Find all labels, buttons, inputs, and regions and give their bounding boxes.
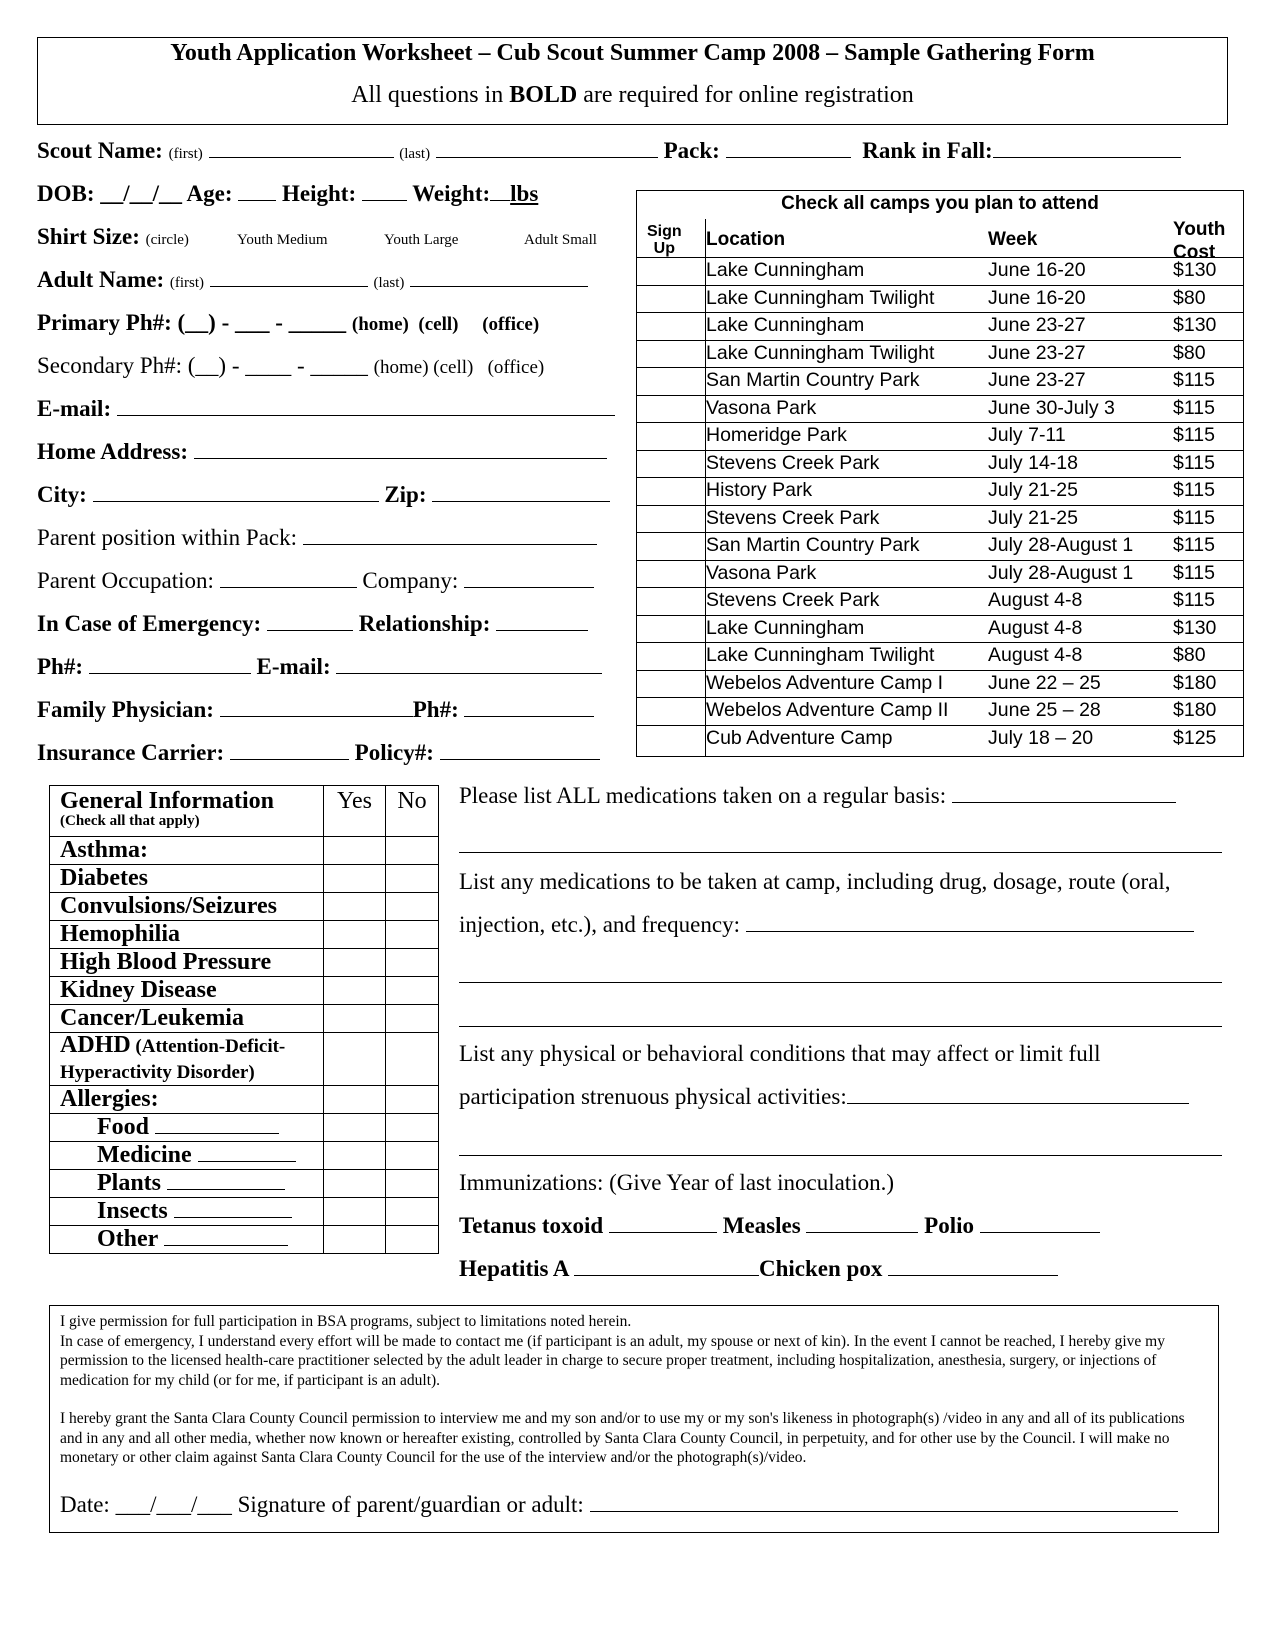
age-label: Age: bbox=[186, 181, 233, 206]
camp-cost: $80 bbox=[1173, 341, 1206, 364]
food-allergy-label bbox=[50, 1114, 324, 1142]
adhd-note-2: Hyperactivity Disorder) bbox=[60, 1062, 255, 1083]
scout-last-name-field[interactable] bbox=[436, 138, 658, 158]
camp-location: Vasona Park bbox=[706, 561, 817, 584]
table-row bbox=[637, 505, 1243, 532]
camp-cost: $115 bbox=[1173, 561, 1215, 584]
camp-location: Vasona Park bbox=[706, 396, 817, 419]
age-field[interactable] bbox=[238, 181, 276, 201]
signature-label: Signature of parent/guardian or adult: bbox=[237, 1492, 584, 1517]
shirt-size-label: Shirt Size: bbox=[37, 224, 140, 249]
meds-camp-label-2: injection, etc.), and frequency: bbox=[459, 912, 740, 937]
camp-cost: $130 bbox=[1173, 314, 1217, 336]
table-row bbox=[50, 1114, 439, 1142]
camp-week: June 25 – 28 bbox=[988, 699, 1101, 721]
meds-camp-line-3[interactable] bbox=[459, 1026, 1222, 1027]
height-field[interactable] bbox=[362, 181, 407, 201]
secondary-phone-label: Secondary Ph#: bbox=[37, 353, 183, 378]
table-row bbox=[50, 1086, 439, 1114]
meds-camp-field[interactable] bbox=[746, 912, 1194, 932]
camp-cost: $115 bbox=[1173, 451, 1215, 474]
other-allergy-label bbox=[50, 1226, 324, 1254]
pack-label: Pack: bbox=[663, 138, 720, 163]
signature-field[interactable] bbox=[590, 1492, 1178, 1512]
table-row bbox=[637, 532, 1243, 559]
table-row bbox=[637, 477, 1243, 504]
meds-camp-row bbox=[459, 912, 1194, 938]
table-row bbox=[637, 340, 1243, 367]
shirt-option-youth-large[interactable]: Youth Large bbox=[384, 232, 459, 248]
camp-cost: $115 bbox=[1173, 479, 1215, 501]
email-label: E-mail: bbox=[37, 396, 112, 421]
measles-field[interactable] bbox=[806, 1213, 918, 1233]
hbp-no-checkbox[interactable] bbox=[386, 949, 439, 977]
table-row bbox=[637, 367, 1243, 394]
emergency-phone-field[interactable] bbox=[89, 654, 251, 674]
camp-cost: $130 bbox=[1173, 259, 1217, 281]
camp-week: June 23-27 bbox=[988, 341, 1086, 364]
plants-allergy-label bbox=[50, 1170, 324, 1198]
occupation-row bbox=[37, 568, 594, 594]
diabetes-label: Diabetes bbox=[50, 865, 324, 893]
plants-allergy-field[interactable] bbox=[167, 1171, 285, 1190]
table-row bbox=[637, 422, 1243, 449]
camp-cost: $80 bbox=[1173, 644, 1206, 666]
allergies-no-checkbox[interactable] bbox=[386, 1086, 439, 1114]
dob-label: DOB: bbox=[37, 181, 95, 206]
city-zip-row bbox=[37, 482, 610, 508]
insurance-row bbox=[37, 740, 600, 766]
sign-up-checkbox[interactable] bbox=[637, 258, 703, 283]
plants-no-checkbox[interactable] bbox=[386, 1170, 439, 1198]
tetanus-label: Tetanus toxoid bbox=[459, 1213, 604, 1238]
table-row bbox=[637, 697, 1243, 724]
meds-regular-row bbox=[459, 783, 1176, 809]
physician-label: Family Physician: bbox=[37, 697, 214, 722]
camp-cost: $80 bbox=[1173, 286, 1206, 309]
parent-position-label: Parent position within Pack: bbox=[37, 525, 298, 550]
physician-row bbox=[37, 697, 594, 723]
table-row bbox=[50, 977, 439, 1005]
up-header-text: Up bbox=[653, 240, 675, 257]
camp-week: June 22 – 25 bbox=[988, 671, 1101, 694]
youth-header-text: Youth bbox=[1173, 219, 1226, 240]
other-text: Other bbox=[97, 1226, 158, 1252]
kidney-disease-label: Kidney Disease bbox=[50, 977, 324, 1005]
polio-label: Polio bbox=[924, 1213, 974, 1238]
table-row bbox=[637, 395, 1243, 422]
sign-up-checkbox[interactable] bbox=[637, 671, 703, 696]
physician-phone-label: Ph#: bbox=[412, 697, 459, 722]
adult-name-row bbox=[37, 267, 588, 293]
food-yes-checkbox[interactable] bbox=[324, 1114, 386, 1142]
meds-regular-field[interactable] bbox=[952, 783, 1176, 803]
home-address-row bbox=[37, 439, 607, 465]
email-row bbox=[37, 396, 615, 422]
weight-field[interactable] bbox=[490, 181, 510, 201]
circle-note: (circle) bbox=[145, 232, 189, 248]
consent-paragraph-2: In case of emergency, I understand every effort will be made to contact me (if participant is an adult, my spouse or next of kin). In the event I cannot be reached, I hereby give my permission to the licensed health-care practitioner selected by the adult leader in charge to secure proper treatment, including hospitalization, anesthesia, surgery, or injections of medication for my child (or for me, if participant is an adult). bbox=[60, 1332, 1165, 1389]
adult-last-name-field[interactable] bbox=[410, 267, 588, 287]
hepatitis-field[interactable] bbox=[574, 1256, 759, 1276]
consent-box bbox=[49, 1305, 1219, 1533]
zip-label: Zip: bbox=[384, 482, 427, 507]
immunizations-label: Immunizations: (Give Year of last inoculation.) bbox=[459, 1170, 895, 1195]
date-label: Date: bbox=[60, 1492, 110, 1517]
parent-position-field[interactable] bbox=[303, 525, 597, 545]
diabetes-no-checkbox[interactable] bbox=[386, 865, 439, 893]
zip-field[interactable] bbox=[432, 482, 610, 502]
cost-header-text: Cost bbox=[1173, 242, 1216, 263]
cancer-no-checkbox[interactable] bbox=[386, 1005, 439, 1033]
meds-camp-label: List any medications to be taken at camp, including drug, dosage, route (oral, bbox=[459, 869, 1171, 894]
camp-week: June 23-27 bbox=[988, 369, 1086, 391]
physician-phone-field[interactable] bbox=[464, 697, 594, 717]
emergency-label: In Case of Emergency: bbox=[37, 611, 262, 636]
polio-field[interactable] bbox=[980, 1213, 1100, 1233]
meds-camp-line-2[interactable] bbox=[459, 982, 1222, 983]
subtitle-text: All questions in bbox=[351, 82, 510, 108]
high-blood-pressure-label: High Blood Pressure bbox=[50, 949, 324, 977]
policy-field[interactable] bbox=[440, 740, 600, 760]
form-subtitle bbox=[38, 82, 1227, 109]
convulsions-no-checkbox[interactable] bbox=[386, 893, 439, 921]
camps-table bbox=[636, 190, 1244, 757]
week-header: Week bbox=[988, 229, 1038, 250]
hemophilia-yes-checkbox[interactable] bbox=[324, 921, 386, 949]
camp-week: July 18 – 20 bbox=[988, 726, 1094, 749]
table-row bbox=[50, 1033, 439, 1086]
home-address-field[interactable] bbox=[194, 439, 607, 459]
scout-first-name-field[interactable] bbox=[209, 138, 394, 158]
parent-occupation-label: Parent Occupation: bbox=[37, 568, 214, 593]
policy-label: Policy#: bbox=[354, 740, 434, 765]
date-field[interactable]: ___/___/___ bbox=[115, 1492, 232, 1517]
camp-location: San Martin Country Park bbox=[706, 369, 920, 391]
secondary-phone-types[interactable]: (home) (cell) (office) bbox=[373, 357, 545, 378]
physician-field[interactable] bbox=[220, 697, 413, 717]
camp-cost: $115 bbox=[1173, 369, 1215, 391]
plants-yes-checkbox[interactable] bbox=[324, 1170, 386, 1198]
camp-location: Stevens Creek Park bbox=[706, 589, 880, 611]
sign-up-checkbox[interactable] bbox=[637, 506, 703, 531]
company-field[interactable] bbox=[464, 568, 594, 588]
primary-phone-label: Primary Ph#: bbox=[37, 310, 172, 335]
dob-field[interactable]: __/__/__ bbox=[100, 181, 183, 206]
sign-header-text: Sign bbox=[647, 223, 682, 240]
emergency-email-field[interactable] bbox=[336, 654, 602, 674]
conditions-field[interactable] bbox=[847, 1084, 1189, 1104]
hepatitis-label: Hepatitis A bbox=[459, 1256, 569, 1281]
medicine-text: Medicine bbox=[97, 1142, 192, 1168]
adult-first-name-field[interactable] bbox=[210, 267, 368, 287]
adhd-text: ADHD bbox=[60, 1032, 131, 1058]
subtitle-text-end: are required for online registration bbox=[577, 82, 914, 108]
sign-up-checkbox[interactable] bbox=[637, 726, 703, 751]
sign-up-checkbox[interactable] bbox=[637, 533, 703, 558]
city-label: City: bbox=[37, 482, 87, 507]
diabetes-yes-checkbox[interactable] bbox=[324, 865, 386, 893]
first-label: (first) bbox=[169, 275, 205, 291]
chicken-pox-label: Chicken pox bbox=[759, 1256, 883, 1281]
insects-text: Insects bbox=[97, 1198, 168, 1224]
general-info-title: General Information bbox=[60, 788, 274, 814]
general-info-note: (Check all that apply) bbox=[60, 813, 200, 829]
conditions-label: List any physical or behavioral conditions that may affect or limit full bbox=[459, 1041, 1101, 1066]
other-yes-checkbox[interactable] bbox=[324, 1226, 386, 1254]
table-row bbox=[50, 1198, 439, 1226]
other-allergy-field[interactable] bbox=[164, 1227, 288, 1246]
insurance-label: Insurance Carrier: bbox=[37, 740, 225, 765]
sign-up-checkbox[interactable] bbox=[637, 313, 703, 338]
sign-up-checkbox[interactable] bbox=[637, 616, 703, 641]
general-info-header bbox=[50, 786, 324, 837]
weight-label: Weight: bbox=[412, 181, 491, 206]
convulsions-yes-checkbox[interactable] bbox=[324, 893, 386, 921]
adhd-note: (Attention-Deficit- bbox=[130, 1036, 286, 1057]
table-row bbox=[50, 1005, 439, 1033]
camp-location: Lake Cunningham bbox=[706, 259, 865, 281]
company-label: Company: bbox=[362, 568, 459, 593]
camp-location: Lake Cunningham bbox=[706, 314, 865, 336]
sign-up-checkbox[interactable] bbox=[637, 423, 703, 448]
asthma-label: Asthma: bbox=[50, 837, 324, 865]
camp-cost: $115 bbox=[1173, 396, 1215, 419]
camp-week: June 16-20 bbox=[988, 286, 1086, 309]
kidney-no-checkbox[interactable] bbox=[386, 977, 439, 1005]
scout-name-row bbox=[37, 138, 1181, 164]
table-row bbox=[50, 1226, 439, 1254]
adult-name-label: Adult Name: bbox=[37, 267, 165, 292]
camp-cost: $130 bbox=[1173, 616, 1217, 639]
camps-title: Check all camps you plan to attend bbox=[781, 193, 1099, 214]
consent-paragraph-1: I give permission for full participation in BSA programs, subject to limitations noted herein. bbox=[60, 1313, 632, 1330]
camp-cost: $115 bbox=[1173, 424, 1215, 446]
email-field[interactable] bbox=[117, 396, 615, 416]
general-info-table bbox=[49, 785, 439, 1254]
camp-week: July 28-August 1 bbox=[988, 561, 1134, 584]
asthma-no-checkbox[interactable] bbox=[386, 837, 439, 865]
food-no-checkbox[interactable] bbox=[386, 1114, 439, 1142]
table-row bbox=[637, 257, 1243, 284]
insects-allergy-label bbox=[50, 1198, 324, 1226]
hemophilia-no-checkbox[interactable] bbox=[386, 921, 439, 949]
sign-up-checkbox[interactable] bbox=[637, 451, 703, 476]
table-row bbox=[637, 615, 1243, 642]
camp-week: July 28-August 1 bbox=[988, 534, 1134, 556]
home-address-label: Home Address: bbox=[37, 439, 188, 464]
camp-week: August 4-8 bbox=[988, 644, 1083, 666]
table-row bbox=[50, 893, 439, 921]
camp-cost: $125 bbox=[1173, 726, 1217, 749]
rank-field[interactable] bbox=[993, 138, 1181, 158]
insects-allergy-field[interactable] bbox=[174, 1199, 292, 1218]
camp-cost: $180 bbox=[1173, 699, 1217, 721]
table-row bbox=[50, 1142, 439, 1170]
consent-text bbox=[60, 1312, 1208, 1468]
insects-yes-checkbox[interactable] bbox=[324, 1198, 386, 1226]
sign-up-checkbox[interactable] bbox=[637, 588, 703, 613]
camp-location: Stevens Creek Park bbox=[706, 506, 880, 529]
camp-location: Lake Cunningham bbox=[706, 616, 865, 639]
medicine-no-checkbox[interactable] bbox=[386, 1142, 439, 1170]
scout-name-label: Scout Name: bbox=[37, 138, 163, 163]
camp-week: July 14-18 bbox=[988, 451, 1078, 474]
food-text: Food bbox=[97, 1114, 150, 1140]
last-label: (last) bbox=[399, 146, 431, 162]
sign-up-header bbox=[647, 223, 682, 257]
emergency-contact-row bbox=[37, 654, 602, 680]
table-row bbox=[637, 560, 1243, 587]
immunizations-row-2 bbox=[459, 1256, 1058, 1282]
camp-cost: $115 bbox=[1173, 534, 1215, 556]
form-title: Youth Application Worksheet – Cub Scout Summer Camp 2008 – Sample Gathering Form bbox=[170, 40, 1095, 66]
table-row bbox=[637, 312, 1243, 339]
camp-week: July 7-11 bbox=[988, 424, 1066, 446]
rank-label: Rank in Fall: bbox=[862, 138, 993, 163]
meds-regular-line-2[interactable] bbox=[459, 852, 1222, 853]
sign-up-checkbox[interactable] bbox=[637, 368, 703, 393]
camp-week: August 4-8 bbox=[988, 589, 1083, 611]
table-row bbox=[50, 949, 439, 977]
table-row bbox=[637, 670, 1243, 697]
table-row bbox=[50, 1170, 439, 1198]
primary-phone-field[interactable]: (__) - ___ - _____ bbox=[177, 310, 347, 335]
cancer-yes-checkbox[interactable] bbox=[324, 1005, 386, 1033]
insurance-field[interactable] bbox=[230, 740, 349, 760]
camp-week: June 16-20 bbox=[988, 259, 1086, 281]
email-label: E-mail: bbox=[256, 654, 331, 679]
immunizations-row-1 bbox=[459, 1213, 1100, 1239]
adhd-yes-checkbox[interactable] bbox=[324, 1033, 386, 1086]
tetanus-field[interactable] bbox=[609, 1213, 717, 1233]
subtitle-bold: BOLD bbox=[509, 82, 578, 108]
other-no-checkbox[interactable] bbox=[386, 1226, 439, 1254]
camp-week: August 4-8 bbox=[988, 616, 1083, 639]
camp-location: Cub Adventure Camp bbox=[706, 726, 893, 749]
sign-up-checkbox[interactable] bbox=[637, 478, 703, 503]
camp-location: Homeridge Park bbox=[706, 424, 847, 446]
camp-week: July 21-25 bbox=[988, 506, 1078, 529]
hemophilia-label: Hemophilia bbox=[50, 921, 324, 949]
medicine-yes-checkbox[interactable] bbox=[324, 1142, 386, 1170]
insects-no-checkbox[interactable] bbox=[386, 1198, 439, 1226]
meds-regular-label: Please list ALL medications taken on a regular basis: bbox=[459, 783, 947, 808]
emergency-field[interactable] bbox=[267, 611, 353, 631]
consent-paragraph-3: I hereby grant the Santa Clara County Council permission to interview me and my son and/or to use my or my son's likeness in photograph(s) /video in any and all of its publications and in any and all other media, whether now known or hereafter existing, controlled by Santa Clara County Council, in perpetuity, and for other use by the Council. I will make no monetary or other claim against Santa Clara County Council for the use of the interview and/or the photograph(s)/video. bbox=[60, 1410, 1185, 1466]
cancer-label: Cancer/Leukemia bbox=[50, 1005, 324, 1033]
table-row bbox=[637, 642, 1243, 669]
table-row bbox=[637, 587, 1243, 614]
adhd-label bbox=[50, 1033, 324, 1086]
camp-location: Webelos Adventure Camp I bbox=[706, 671, 944, 694]
camp-cost: $180 bbox=[1173, 671, 1217, 694]
secondary-phone-field[interactable]: (__) - ____ - _____ bbox=[187, 353, 368, 378]
sign-up-checkbox[interactable] bbox=[637, 643, 703, 668]
adhd-no-checkbox[interactable] bbox=[386, 1033, 439, 1086]
camp-cost: $115 bbox=[1173, 589, 1215, 611]
general-info-header-row bbox=[50, 786, 439, 837]
camp-location: Lake Cunningham Twilight bbox=[706, 644, 935, 666]
sign-up-checkbox[interactable] bbox=[637, 561, 703, 586]
primary-phone-types[interactable]: (home) (cell) (office) bbox=[351, 314, 540, 335]
camp-week: July 21-25 bbox=[988, 479, 1078, 501]
relationship-field[interactable] bbox=[496, 611, 588, 631]
camp-location: Webelos Adventure Camp II bbox=[706, 699, 949, 721]
sign-up-checkbox[interactable] bbox=[637, 698, 703, 723]
yes-header: Yes bbox=[324, 786, 386, 837]
table-row bbox=[637, 725, 1243, 752]
shirt-option-youth-medium[interactable]: Youth Medium bbox=[237, 232, 328, 248]
medicine-allergy-field[interactable] bbox=[198, 1143, 296, 1162]
pack-field[interactable] bbox=[726, 138, 851, 158]
table-row bbox=[50, 837, 439, 865]
camp-location: Lake Cunningham Twilight bbox=[706, 341, 935, 364]
table-row bbox=[50, 865, 439, 893]
primary-phone-row bbox=[37, 310, 539, 336]
conditions-row bbox=[459, 1084, 1189, 1110]
camp-cost: $115 bbox=[1173, 506, 1215, 529]
table-row bbox=[637, 450, 1243, 477]
camp-location: San Martin Country Park bbox=[706, 534, 920, 556]
camp-location: Stevens Creek Park bbox=[706, 451, 880, 474]
allergies-yes-checkbox[interactable] bbox=[324, 1086, 386, 1114]
kidney-yes-checkbox[interactable] bbox=[324, 977, 386, 1005]
sign-up-checkbox[interactable] bbox=[637, 396, 703, 421]
dob-row bbox=[37, 181, 538, 207]
table-row bbox=[50, 921, 439, 949]
table-row bbox=[637, 285, 1243, 312]
location-header: Location bbox=[706, 229, 786, 250]
asthma-yes-checkbox[interactable] bbox=[324, 837, 386, 865]
sign-up-checkbox[interactable] bbox=[637, 341, 703, 366]
food-allergy-field[interactable] bbox=[155, 1115, 279, 1134]
phone-label: Ph#: bbox=[37, 654, 83, 679]
chicken-pox-field[interactable] bbox=[888, 1256, 1058, 1276]
camp-location: Lake Cunningham Twilight bbox=[706, 286, 935, 309]
camp-location: History Park bbox=[706, 479, 813, 501]
convulsions-label: Convulsions/Seizures bbox=[50, 893, 324, 921]
parent-occupation-field[interactable] bbox=[220, 568, 357, 588]
conditions-label-2: participation strenuous physical activities: bbox=[459, 1084, 847, 1109]
camp-week: June 30-July 3 bbox=[988, 396, 1115, 419]
parent-position-row bbox=[37, 525, 597, 551]
measles-label: Measles bbox=[722, 1213, 801, 1238]
camp-week: June 23-27 bbox=[988, 314, 1086, 336]
sign-up-checkbox[interactable] bbox=[637, 286, 703, 311]
shirt-option-adult-small[interactable]: Adult Small bbox=[524, 232, 597, 248]
plants-text: Plants bbox=[97, 1170, 162, 1196]
signature-row bbox=[60, 1492, 1178, 1518]
emergency-row bbox=[37, 611, 588, 637]
last-label: (last) bbox=[373, 275, 405, 291]
city-field[interactable] bbox=[93, 482, 379, 502]
conditions-line-2[interactable] bbox=[459, 1155, 1222, 1156]
hbp-yes-checkbox[interactable] bbox=[324, 949, 386, 977]
no-header: No bbox=[386, 786, 439, 837]
secondary-phone-row bbox=[37, 353, 544, 379]
allergies-label: Allergies: bbox=[50, 1086, 324, 1114]
relationship-label: Relationship: bbox=[358, 611, 491, 636]
header-box bbox=[37, 37, 1228, 125]
lbs-label: lbs bbox=[510, 181, 539, 206]
first-label: (first) bbox=[168, 146, 203, 162]
medicine-allergy-label bbox=[50, 1142, 324, 1170]
height-label: Height: bbox=[282, 181, 357, 206]
shirt-size-row bbox=[37, 224, 189, 250]
